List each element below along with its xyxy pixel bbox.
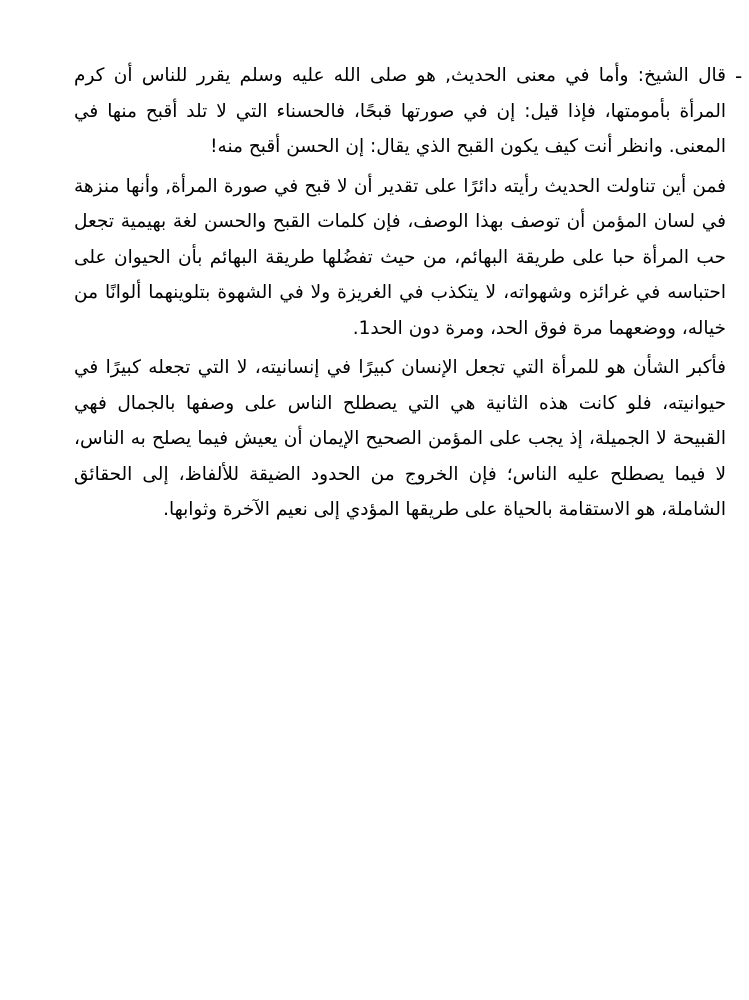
paragraph-3: فأكبر الشأن هو للمرأة التي تجعل الإنسان كبيرًا في إنسانيته، لا التي تجعله كبيرًا في حيوانيته، فلو كانت هذه الثانية هي التي يصطلح الناس على وصفها بالجمال فهي القبيحة لا الجميلة، إذ يجب على المؤمن الصحيح الإيمان أن يعيش فيما يصلح به الناس، لا فيما يصطلح عليه الناس؛ فإن الخروج من الحدود الضيقة للألفاظ، إلى الحقائق الشاملة، هو الاستقامة بالحياة على طريقها المؤدي إلى نعيم الآخرة وثوابها. [74, 357, 726, 520]
list-bullet: - [735, 64, 743, 88]
paragraph-1: قال الشيخ: وأما في معنى الحديث, هو صلى الله عليه وسلم يقرر للناس أن كرم المرأة بأمومتها، فإذا قيل: إن في صورتها قبحًا، فالحسناء التي لا تلد أقبح منها في المعنى. وانظر أنت كيف يكون القبح الذي يقال: إن الحسن أقبح منه! [74, 65, 726, 157]
paragraph-2: فمن أين تناولت الحديث رأيته دائرًا على تقدير أن لا قبح في صورة المرأة, وأنها منزهة في لسان المؤمن أن توصف بهذا الوصف، فإن كلمات القبح والحسن لغة بهيمية تجعل حب المرأة حبا على طريقة البهائم، من حيث تفضُلها طريقة البهائم بأن الحيوان على احتباسه في غرائزه وشهواته، لا يتكذب في الغريزة ولا في الشهوة بتلوينهما ألوانًا من خياله، ووضعهما مرة فوق الحد، ومرة دون الحد1. [74, 175, 726, 339]
document-body [74, 58, 726, 532]
